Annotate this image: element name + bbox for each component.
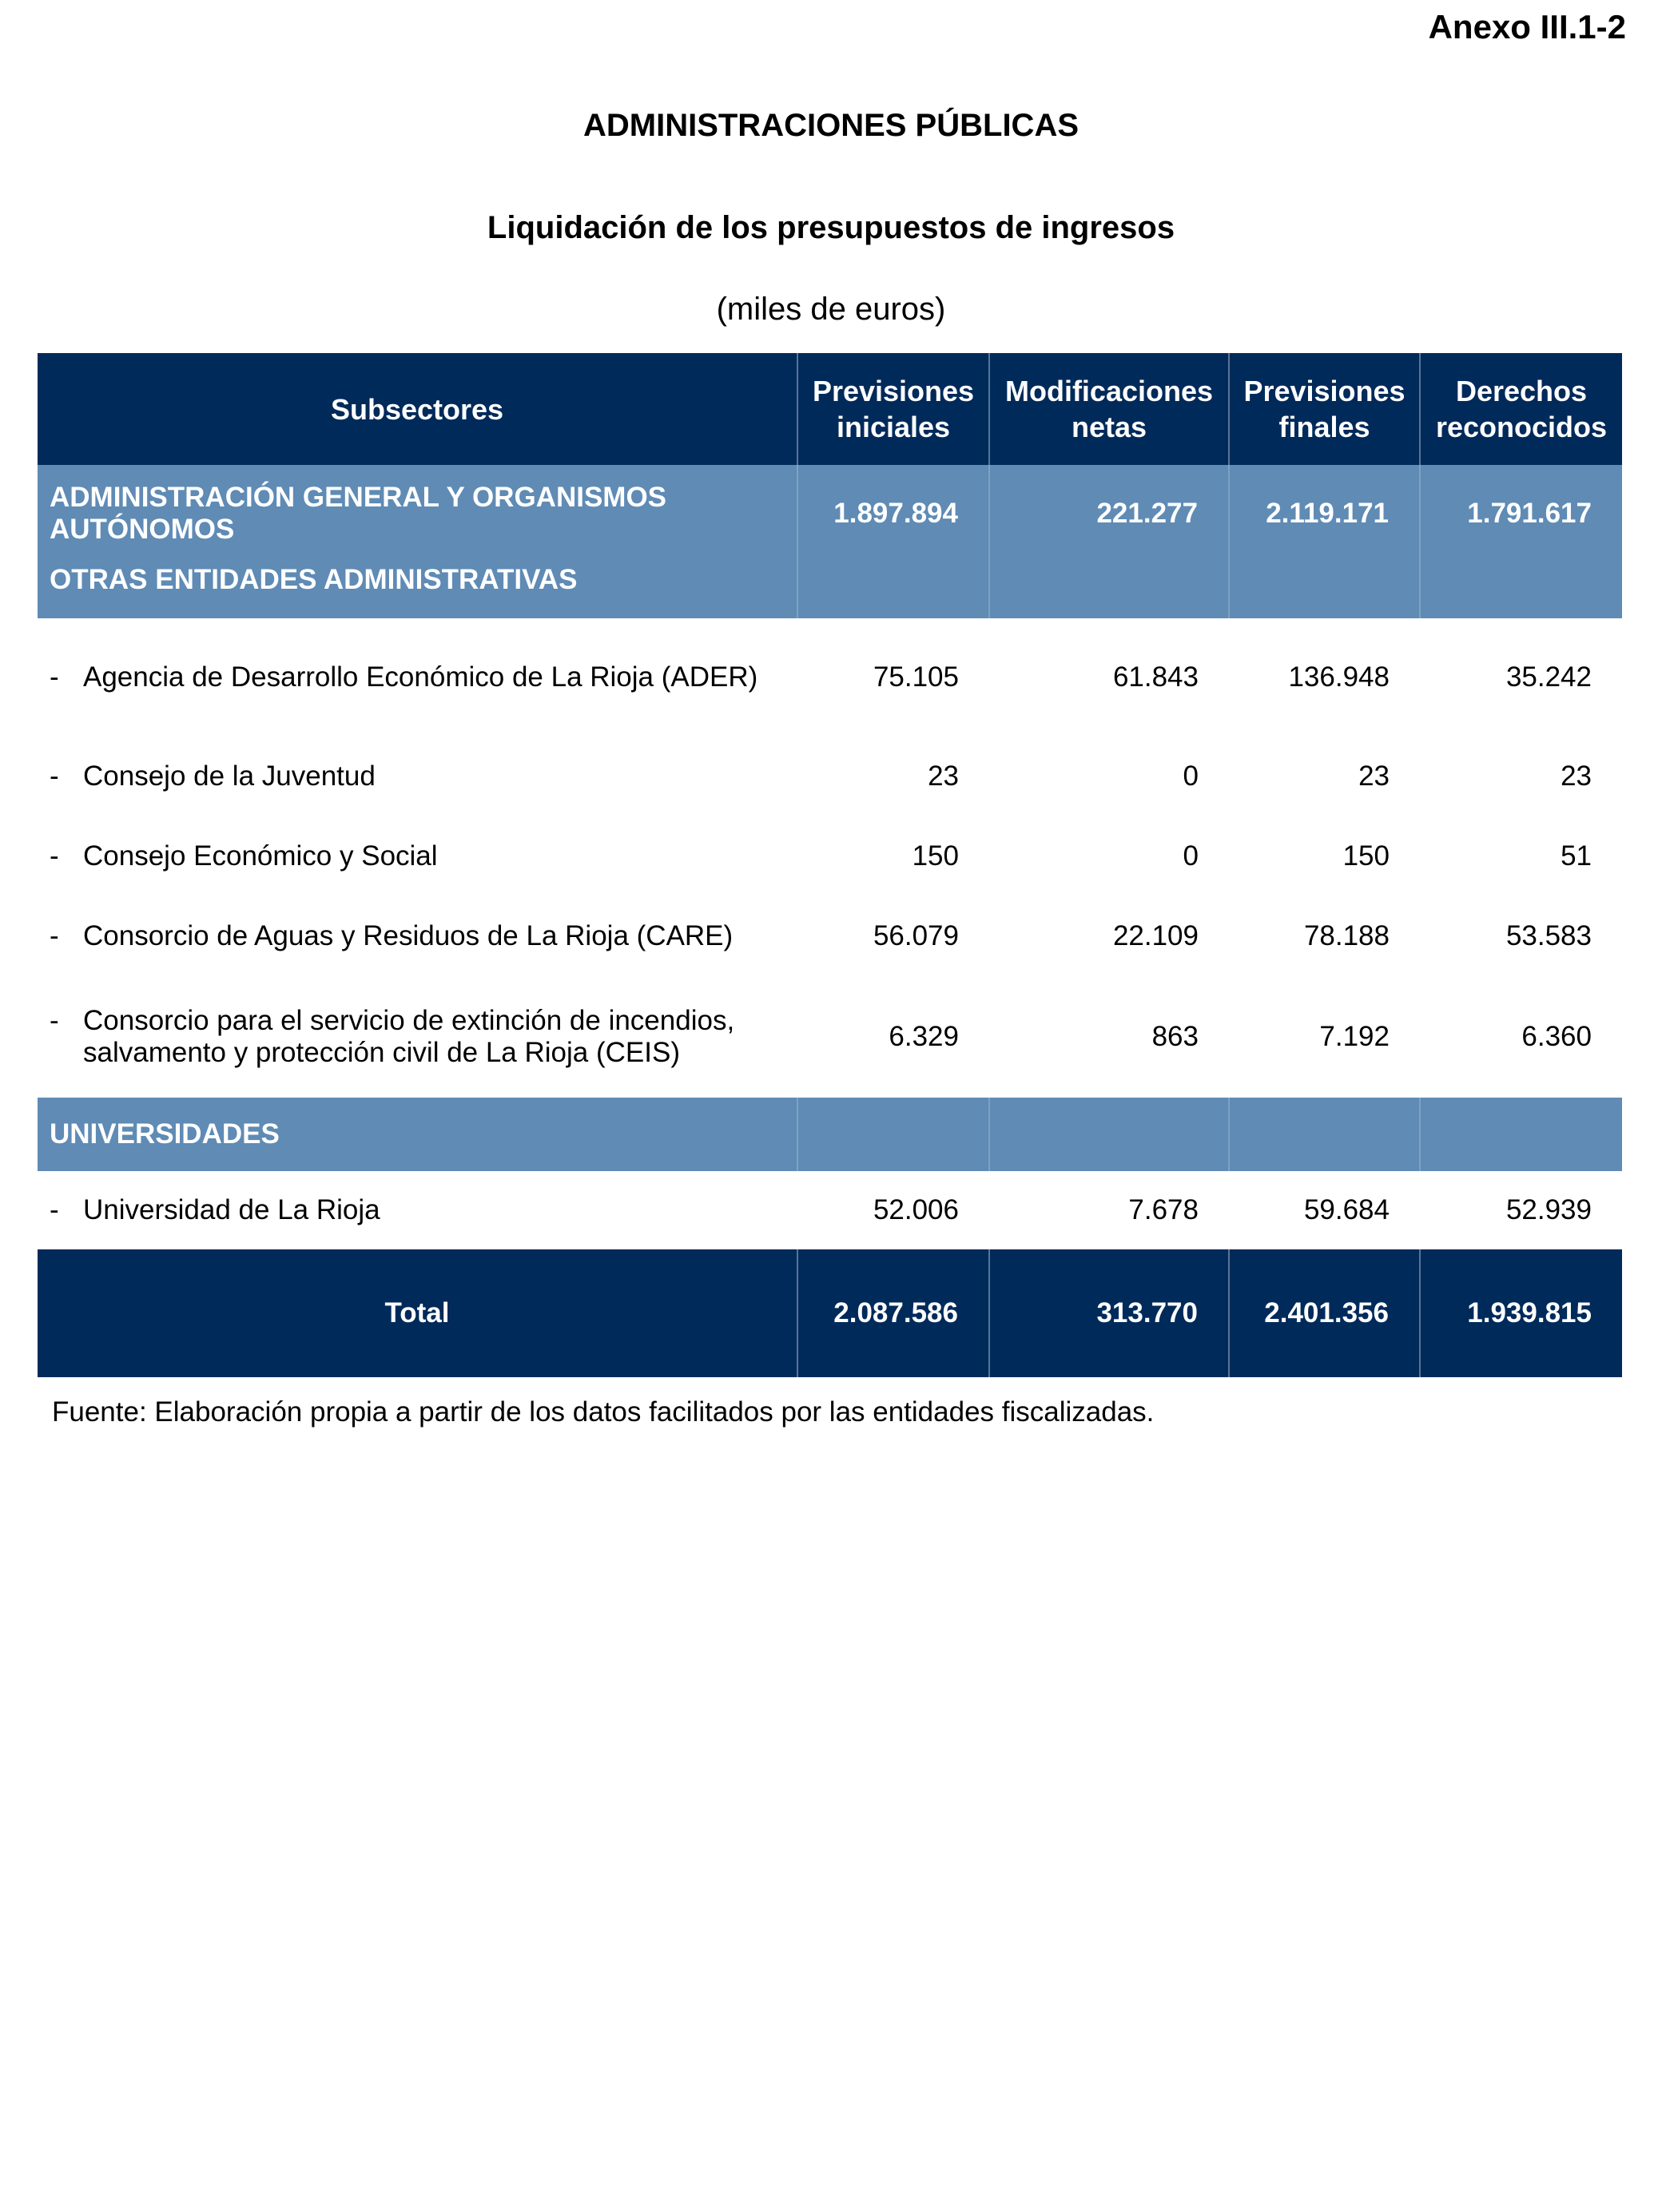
total-value: 2.401.356 bbox=[1229, 1249, 1420, 1377]
section-label: OTRAS ENTIDADES ADMINISTRATIVAS bbox=[38, 562, 797, 618]
budget-table bbox=[38, 353, 1622, 1377]
header-derechos-reconocidos: Derechos reconocidos bbox=[1420, 353, 1622, 465]
cell-value: 75.105 bbox=[873, 661, 959, 693]
cell-value: 51 bbox=[1561, 840, 1592, 872]
header-modificaciones-netas: Modificaciones netas bbox=[989, 353, 1229, 465]
section-row-universidades bbox=[38, 1098, 1622, 1171]
cell-value: 6.329 bbox=[889, 1021, 959, 1052]
section-row-otras bbox=[38, 562, 1622, 618]
cell-value: 136.948 bbox=[1288, 661, 1390, 693]
cell-value: 23 bbox=[1561, 760, 1592, 792]
row-label: Consorcio para el servicio de extinción de incendios, salvamento y protección civil de La Rioja (CEIS) bbox=[83, 1005, 735, 1068]
row-dash: - bbox=[50, 760, 59, 792]
header-previsiones-finales: Previsiones finales bbox=[1229, 353, 1420, 465]
section-label: ADMINISTRACIÓN GENERAL Y ORGANISMOS AUTÓNOMOS bbox=[38, 465, 797, 562]
cell-value: 22.109 bbox=[1112, 920, 1199, 951]
row-label: Universidad de La Rioja bbox=[83, 1194, 380, 1225]
page-title: ADMINISTRACIONES PÚBLICAS bbox=[582, 108, 1080, 143]
annex-label: Anexo III.1-2 bbox=[1428, 8, 1626, 46]
total-label: Total bbox=[38, 1249, 797, 1377]
row-label: Consejo Económico y Social bbox=[83, 840, 438, 872]
cell-value: 56.079 bbox=[873, 920, 959, 951]
table-header-row bbox=[38, 353, 1622, 465]
total-value: 313.770 bbox=[989, 1249, 1229, 1377]
cell-value: 150 bbox=[912, 840, 959, 872]
cell-value: 61.843 bbox=[1112, 661, 1199, 693]
total-value: 2.087.586 bbox=[797, 1249, 989, 1377]
section-row-agms bbox=[38, 465, 1622, 562]
header-subsectores: Subsectores bbox=[38, 353, 797, 465]
row-label: Agencia de Desarrollo Económico de La Rioja (ADER) bbox=[83, 661, 758, 693]
total-value: 1.939.815 bbox=[1420, 1249, 1622, 1377]
total-row bbox=[38, 1249, 1622, 1377]
row-dash: - bbox=[50, 1005, 59, 1036]
section-label: UNIVERSIDADES bbox=[38, 1098, 797, 1171]
cell-value: 7.192 bbox=[1319, 1021, 1390, 1052]
table-row bbox=[38, 896, 1622, 976]
table-row bbox=[38, 618, 1622, 737]
source-note: Fuente: Elaboración propia a partir de los datos facilitados por las entidades fiscalizadas. bbox=[52, 1396, 1155, 1428]
page-subtitle: Liquidación de los presupuestos de ingresos bbox=[487, 210, 1175, 245]
table-row bbox=[38, 976, 1622, 1098]
cell-value: 59.684 bbox=[1303, 1194, 1390, 1225]
cell-value: 7.678 bbox=[1128, 1194, 1199, 1225]
cell-value: 2.119.171 bbox=[1229, 465, 1420, 562]
row-dash: - bbox=[50, 920, 59, 951]
units-label: (miles de euros) bbox=[716, 292, 946, 327]
cell-value: 221.277 bbox=[989, 465, 1229, 562]
cell-value: 23 bbox=[1358, 760, 1390, 792]
cell-value: 52.939 bbox=[1505, 1194, 1592, 1225]
table-row bbox=[38, 737, 1622, 816]
cell-value: 0 bbox=[1183, 760, 1199, 792]
cell-value: 1.791.617 bbox=[1420, 465, 1622, 562]
cell-value: 6.360 bbox=[1521, 1021, 1592, 1052]
row-dash: - bbox=[50, 1194, 59, 1225]
cell-value: 0 bbox=[1183, 840, 1199, 872]
row-dash: - bbox=[50, 840, 59, 872]
cell-value: 150 bbox=[1342, 840, 1390, 872]
table-row bbox=[38, 1171, 1622, 1249]
cell-value: 35.242 bbox=[1505, 661, 1592, 693]
cell-value: 53.583 bbox=[1505, 920, 1592, 951]
header-previsiones-iniciales: Previsiones iniciales bbox=[797, 353, 989, 465]
cell-value: 863 bbox=[1151, 1021, 1199, 1052]
cell-value: 78.188 bbox=[1303, 920, 1390, 951]
cell-value: 52.006 bbox=[873, 1194, 959, 1225]
cell-value: 23 bbox=[928, 760, 959, 792]
cell-value: 1.897.894 bbox=[797, 465, 989, 562]
table-row bbox=[38, 816, 1622, 896]
row-dash: - bbox=[50, 661, 59, 693]
row-label: Consejo de la Juventud bbox=[83, 760, 376, 792]
row-label: Consorcio de Aguas y Residuos de La Rioja (CARE) bbox=[83, 920, 734, 951]
